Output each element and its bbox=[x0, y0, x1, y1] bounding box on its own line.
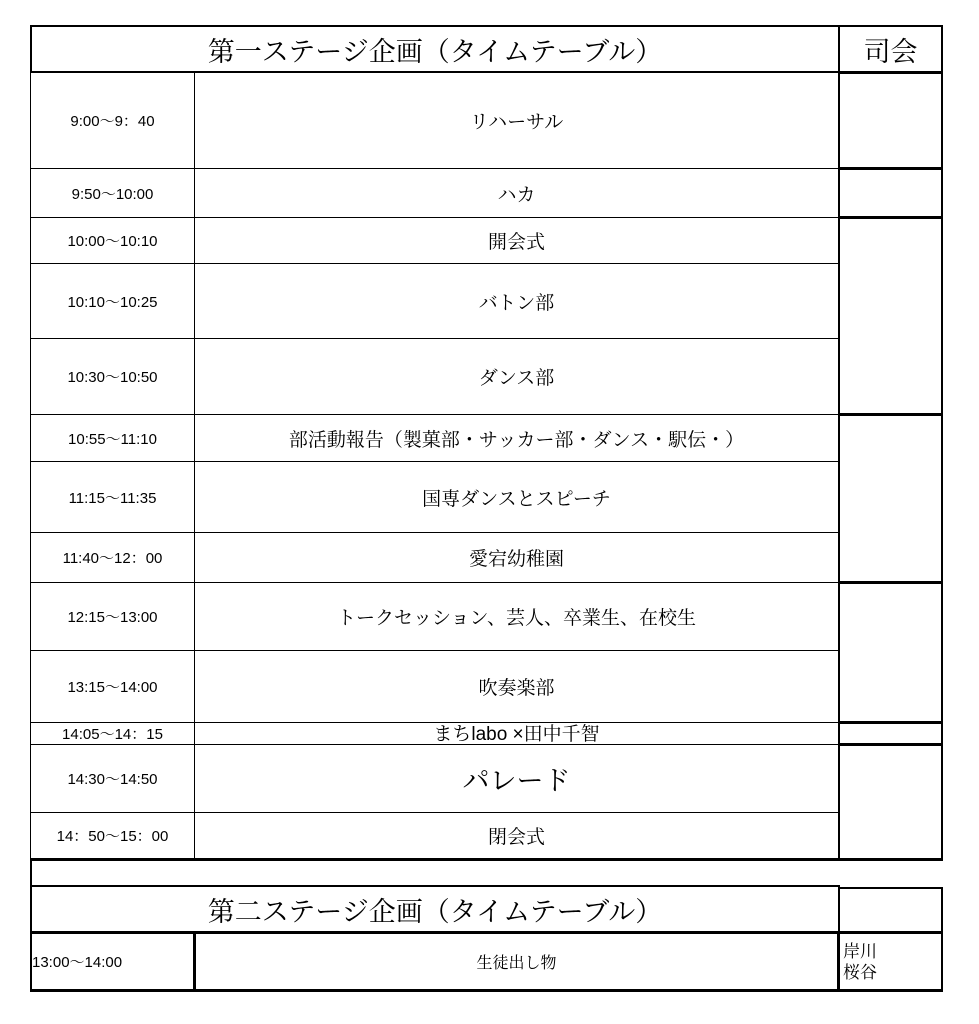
time-cell: 14:30〜14:50 bbox=[30, 744, 195, 813]
time-cell: 10:10〜10:25 bbox=[30, 263, 195, 339]
program-cell: 閉会式 bbox=[194, 812, 839, 861]
program-cell: 部活動報告（製菓部・サッカー部・ダンス・駅伝・） bbox=[194, 414, 839, 462]
mc-cell bbox=[838, 168, 943, 218]
program-cell: 開会式 bbox=[194, 217, 839, 264]
program-cell: 吹奏楽部 bbox=[194, 650, 839, 723]
time-cell: 11:15〜11:35 bbox=[30, 461, 195, 533]
mc-cell bbox=[838, 72, 943, 169]
mc-cell bbox=[838, 744, 943, 861]
stage1-title: 第一ステージ企画（タイムテーブル） bbox=[30, 25, 840, 73]
mc-cell bbox=[838, 217, 943, 415]
program-cell: トークセッション、芸人、卒業生、在校生 bbox=[194, 582, 839, 651]
time-cell: 14：50〜15：00 bbox=[30, 812, 195, 861]
mc-name: 岸川 bbox=[843, 941, 877, 961]
program-cell: ハカ bbox=[194, 168, 839, 218]
mc-header: 司会 bbox=[838, 25, 943, 73]
time-cell: 10:55〜11:10 bbox=[30, 414, 195, 462]
program-cell: 国専ダンスとスピーチ bbox=[194, 461, 839, 533]
mc-header-empty bbox=[838, 887, 943, 933]
program-cell: ダンス部 bbox=[194, 338, 839, 415]
time-cell: 10:00〜10:10 bbox=[30, 217, 195, 264]
time-cell: 9:00〜9：40 bbox=[30, 72, 195, 169]
time-cell: 11:40〜12：00 bbox=[30, 532, 195, 583]
program-cell: 生徒出し物 bbox=[194, 932, 839, 992]
time-cell: 13:15〜14:00 bbox=[30, 650, 195, 723]
program-cell: リハーサル bbox=[194, 72, 839, 169]
program-cell: まちlabo ×田中千智 bbox=[194, 722, 839, 745]
mc-cell bbox=[838, 414, 943, 583]
time-cell: 14:05〜14：15 bbox=[30, 722, 195, 745]
time-cell: 10:30〜10:50 bbox=[30, 338, 195, 415]
divider bbox=[30, 860, 32, 886]
mc-cell bbox=[838, 722, 943, 745]
mc-cell bbox=[838, 582, 943, 723]
time-cell: 13:00〜14:00 bbox=[30, 932, 195, 992]
time-cell: 9:50〜10:00 bbox=[30, 168, 195, 218]
mc-name: 桜谷 bbox=[843, 962, 877, 982]
program-cell: 愛宕幼稚園 bbox=[194, 532, 839, 583]
program-cell: バトン部 bbox=[194, 263, 839, 339]
mc-cell bbox=[838, 932, 943, 992]
program-cell: パレード bbox=[194, 744, 839, 813]
time-cell: 12:15〜13:00 bbox=[30, 582, 195, 651]
stage2-title: 第二ステージ企画（タイムテーブル） bbox=[30, 885, 840, 933]
